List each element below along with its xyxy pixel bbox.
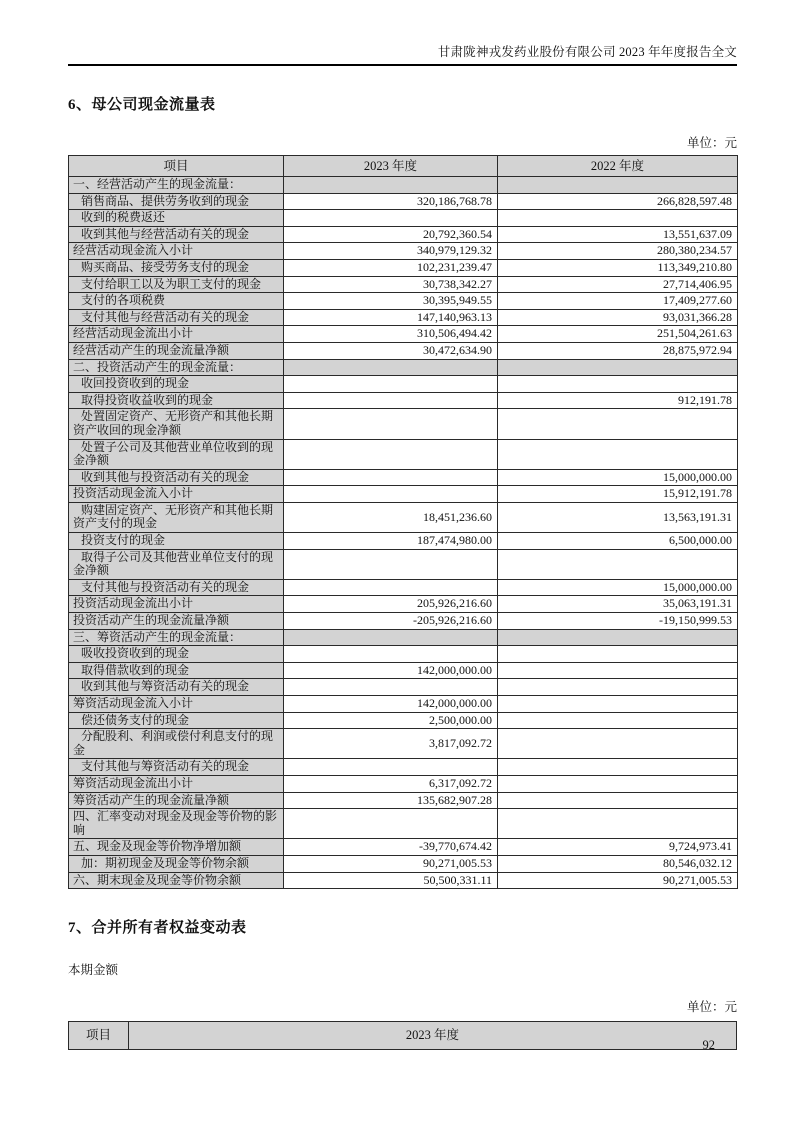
row-value-2022: 28,875,972.94	[498, 342, 738, 359]
row-value-2022: 15,000,000.00	[498, 469, 738, 486]
row-value-2023	[284, 646, 498, 663]
row-label: 支付其他与经营活动有关的现金	[69, 309, 284, 326]
row-value-2022: 13,551,637.09	[498, 226, 738, 243]
cashflow-row	[69, 696, 738, 713]
row-value-2023	[284, 409, 498, 439]
row-value-2023: 3,817,092.72	[284, 729, 498, 759]
row-label: 销售商品、提供劳务收到的现金	[69, 193, 284, 210]
cashflow-row	[69, 712, 738, 729]
cashflow-row	[69, 646, 738, 663]
header-rule	[68, 64, 737, 66]
row-value-2023	[284, 486, 498, 503]
row-label: 收到其他与筹资活动有关的现金	[69, 679, 284, 696]
row-value-2023: 50,500,331.11	[284, 872, 498, 889]
cashflow-row	[69, 486, 738, 503]
section7-unit-label: 单位：元	[686, 1000, 737, 1015]
row-value-2023	[284, 809, 498, 839]
row-value-2023	[284, 392, 498, 409]
row-label: 筹资活动现金流出小计	[69, 775, 284, 792]
row-value-2022	[498, 759, 738, 776]
row-label: 处置固定资产、无形资产和其他长期资产收回的现金净额	[69, 409, 284, 439]
row-value-2022	[498, 662, 738, 679]
row-value-2023: 340,979,129.32	[284, 243, 498, 260]
section6-title: 6、母公司现金流量表	[68, 97, 216, 113]
row-label: 购买商品、接受劳务支付的现金	[69, 259, 284, 276]
row-value-2022: 113,349,210.80	[498, 259, 738, 276]
row-value-2022	[498, 439, 738, 469]
row-value-2022: 17,409,277.60	[498, 293, 738, 310]
cashflow-row	[69, 502, 738, 532]
row-value-2022: 266,828,597.48	[498, 193, 738, 210]
row-label: 收到其他与经营活动有关的现金	[69, 226, 284, 243]
row-value-2023	[284, 469, 498, 486]
cashflow-row	[69, 226, 738, 243]
row-value-2023: 30,738,342.27	[284, 276, 498, 293]
row-label: 筹资活动产生的现金流量净额	[69, 792, 284, 809]
row-value-2023: 6,317,092.72	[284, 775, 498, 792]
row-value-2023: -205,926,216.60	[284, 613, 498, 630]
page-number: 92	[702, 1038, 715, 1052]
row-value-2023	[284, 439, 498, 469]
row-value-2022	[498, 549, 738, 579]
row-value-2023: 147,140,963.13	[284, 309, 498, 326]
cashflow-row	[69, 729, 738, 759]
row-value-2023: 20,792,360.54	[284, 226, 498, 243]
row-value-2022	[498, 712, 738, 729]
cashflow-row	[69, 792, 738, 809]
row-value-2022	[498, 809, 738, 839]
cashflow-row	[69, 533, 738, 550]
row-value-2022: 93,031,366.28	[498, 309, 738, 326]
cashflow-row	[69, 259, 738, 276]
row-label: 处置子公司及其他营业单位收到的现金净额	[69, 439, 284, 469]
cashflow-row	[69, 210, 738, 227]
row-value-2023: -39,770,674.42	[284, 839, 498, 856]
row-label: 经营活动现金流出小计	[69, 326, 284, 343]
cashflow-row	[69, 775, 738, 792]
row-label: 经营活动产生的现金流量净额	[69, 342, 284, 359]
row-value-2023: 102,231,239.47	[284, 259, 498, 276]
row-value-2023	[284, 549, 498, 579]
cashflow-row	[69, 613, 738, 630]
cashflow-row	[69, 243, 738, 260]
row-value-2023: 30,395,949.55	[284, 293, 498, 310]
row-value-2022	[498, 177, 738, 194]
equity-column-header-2023: 2023 年度	[129, 1022, 737, 1050]
row-value-2023	[284, 579, 498, 596]
cashflow-row	[69, 439, 738, 469]
row-value-2023	[284, 376, 498, 393]
row-value-2023	[284, 679, 498, 696]
row-label: 支付的各项税费	[69, 293, 284, 310]
row-value-2022: 9,724,973.41	[498, 839, 738, 856]
cashflow-row	[69, 193, 738, 210]
section7-title: 7、合并所有者权益变动表	[68, 920, 247, 937]
row-value-2022	[498, 359, 738, 376]
row-value-2022: 280,380,234.57	[498, 243, 738, 260]
row-label: 经营活动现金流入小计	[69, 243, 284, 260]
row-value-2022	[498, 646, 738, 663]
cashflow-row	[69, 177, 738, 194]
equity-column-header-item: 项目	[69, 1022, 129, 1050]
row-label: 收到的税费返还	[69, 210, 284, 227]
row-value-2023: 18,451,236.60	[284, 502, 498, 532]
cashflow-row	[69, 872, 738, 889]
row-value-2023: 135,682,907.28	[284, 792, 498, 809]
row-label: 偿还债务支付的现金	[69, 712, 284, 729]
row-value-2022: 80,546,032.12	[498, 855, 738, 872]
row-label: 取得子公司及其他营业单位支付的现金净额	[69, 549, 284, 579]
cashflow-table-body	[69, 177, 738, 889]
row-label: 取得借款收到的现金	[69, 662, 284, 679]
row-label: 支付其他与投资活动有关的现金	[69, 579, 284, 596]
row-value-2022: -19,150,999.53	[498, 613, 738, 630]
row-label: 筹资活动现金流入小计	[69, 696, 284, 713]
row-value-2023: 320,186,768.78	[284, 193, 498, 210]
cashflow-row	[69, 662, 738, 679]
row-value-2022	[498, 775, 738, 792]
row-label: 吸收投资收到的现金	[69, 646, 284, 663]
cashflow-row	[69, 855, 738, 872]
row-label: 收到其他与投资活动有关的现金	[69, 469, 284, 486]
cashflow-row	[69, 326, 738, 343]
cashflow-row	[69, 409, 738, 439]
row-value-2023: 205,926,216.60	[284, 596, 498, 613]
row-label: 二、投资活动产生的现金流量：	[69, 359, 284, 376]
row-label: 分配股利、利润或偿付利息支付的现金	[69, 729, 284, 759]
row-label: 六、期末现金及现金等价物余额	[69, 872, 284, 889]
row-value-2023: 90,271,005.53	[284, 855, 498, 872]
row-value-2022: 90,271,005.53	[498, 872, 738, 889]
row-label: 三、筹资活动产生的现金流量：	[69, 629, 284, 646]
row-value-2023: 30,472,634.90	[284, 342, 498, 359]
cashflow-row	[69, 679, 738, 696]
row-label: 五、现金及现金等价物净增加额	[69, 839, 284, 856]
cashflow-row	[69, 596, 738, 613]
column-header-2022: 2022 年度	[498, 156, 738, 177]
cashflow-row	[69, 809, 738, 839]
column-header-2023: 2023 年度	[284, 156, 498, 177]
cashflow-row	[69, 469, 738, 486]
cashflow-row	[69, 376, 738, 393]
row-label: 支付其他与筹资活动有关的现金	[69, 759, 284, 776]
row-value-2022	[498, 409, 738, 439]
row-value-2023	[284, 629, 498, 646]
row-label: 投资活动现金流出小计	[69, 596, 284, 613]
row-value-2022: 35,063,191.31	[498, 596, 738, 613]
row-value-2023	[284, 177, 498, 194]
row-value-2022: 6,500,000.00	[498, 533, 738, 550]
cashflow-row	[69, 579, 738, 596]
row-value-2023: 310,506,494.42	[284, 326, 498, 343]
row-value-2022: 251,504,261.63	[498, 326, 738, 343]
cashflow-row	[69, 276, 738, 293]
cashflow-row	[69, 293, 738, 310]
cashflow-row	[69, 309, 738, 326]
row-label: 投资活动现金流入小计	[69, 486, 284, 503]
row-value-2022	[498, 210, 738, 227]
report-header-title: 甘肃陇神戎发药业股份有限公司 2023 年年度报告全文	[437, 45, 737, 59]
cashflow-row	[69, 839, 738, 856]
cashflow-row	[69, 359, 738, 376]
cashflow-row	[69, 342, 738, 359]
row-label: 四、汇率变动对现金及现金等价物的影响	[69, 809, 284, 839]
row-label: 加：期初现金及现金等价物余额	[69, 855, 284, 872]
row-value-2023: 142,000,000.00	[284, 662, 498, 679]
row-label: 一、经营活动产生的现金流量：	[69, 177, 284, 194]
row-value-2022	[498, 729, 738, 759]
row-value-2023	[284, 359, 498, 376]
row-label: 投资支付的现金	[69, 533, 284, 550]
row-value-2023	[284, 759, 498, 776]
row-label: 取得投资收益收到的现金	[69, 392, 284, 409]
section7-subtitle: 本期金额	[68, 963, 119, 978]
equity-table	[68, 1021, 737, 1050]
cashflow-table	[68, 155, 738, 889]
row-value-2022: 912,191.78	[498, 392, 738, 409]
row-label: 投资活动产生的现金流量净额	[69, 613, 284, 630]
equity-header-row	[69, 1022, 737, 1050]
row-value-2023: 187,474,980.00	[284, 533, 498, 550]
section6-unit-label: 单位：元	[686, 136, 737, 150]
column-header-item: 项目	[69, 156, 284, 177]
row-value-2022: 13,563,191.31	[498, 502, 738, 532]
row-value-2023: 142,000,000.00	[284, 696, 498, 713]
row-value-2022: 15,912,191.78	[498, 486, 738, 503]
row-value-2022	[498, 696, 738, 713]
cashflow-row	[69, 392, 738, 409]
row-value-2022	[498, 376, 738, 393]
row-value-2023: 2,500,000.00	[284, 712, 498, 729]
row-value-2022	[498, 679, 738, 696]
row-value-2022	[498, 792, 738, 809]
row-value-2023	[284, 210, 498, 227]
row-label: 购建固定资产、无形资产和其他长期资产支付的现金	[69, 502, 284, 532]
cashflow-row	[69, 759, 738, 776]
cashflow-row	[69, 549, 738, 579]
row-value-2022	[498, 629, 738, 646]
row-value-2022: 27,714,406.95	[498, 276, 738, 293]
row-value-2022: 15,000,000.00	[498, 579, 738, 596]
cashflow-row	[69, 629, 738, 646]
cashflow-header-row	[69, 156, 738, 177]
row-label: 收回投资收到的现金	[69, 376, 284, 393]
row-label: 支付给职工以及为职工支付的现金	[69, 276, 284, 293]
